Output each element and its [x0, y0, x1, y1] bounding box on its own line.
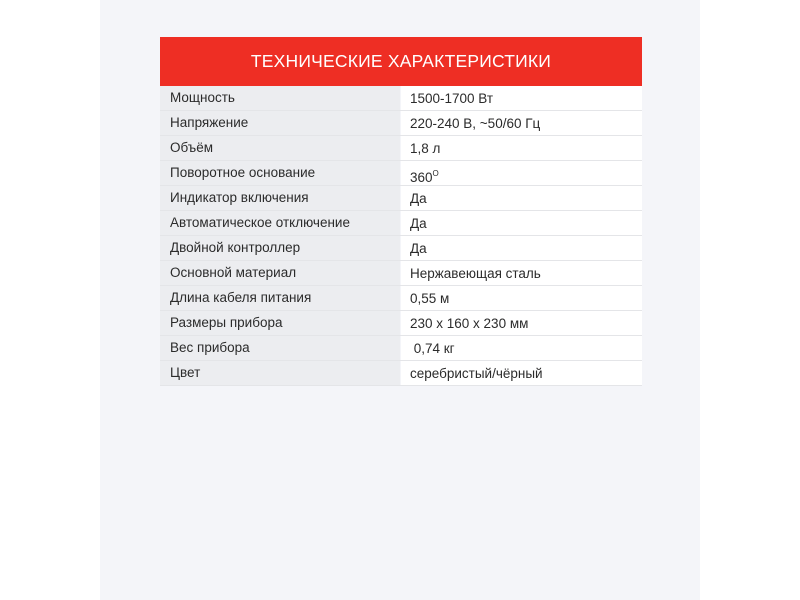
spec-row	[160, 211, 642, 236]
spec-table-title: ТЕХНИЧЕСКИЕ ХАРАКТЕРИСТИКИ	[160, 37, 642, 86]
spec-value: 1,8 л	[401, 136, 642, 160]
spec-row	[160, 286, 642, 311]
spec-label: Поворотное основание	[160, 161, 400, 185]
spec-row	[160, 236, 642, 261]
spec-value: Да	[401, 186, 642, 210]
spec-row	[160, 261, 642, 286]
spec-value: Нержавеющая сталь	[401, 261, 642, 285]
spec-label: Цвет	[160, 361, 400, 385]
spec-label: Мощность	[160, 86, 400, 110]
spec-label: Длина кабеля питания	[160, 286, 400, 310]
spec-value: Да	[401, 236, 642, 260]
spec-value-number: 360	[410, 170, 433, 185]
spec-row	[160, 86, 642, 111]
spec-label: Вес прибора	[160, 336, 400, 360]
spec-value: 230 х 160 х 230 мм	[401, 311, 642, 335]
spec-row	[160, 111, 642, 136]
spec-label: Автоматическое отключение	[160, 211, 400, 235]
spec-label: Объём	[160, 136, 400, 160]
spec-row	[160, 186, 642, 211]
spec-value: Да	[401, 211, 642, 235]
spec-row	[160, 161, 642, 186]
spec-label: Напряжение	[160, 111, 400, 135]
spec-value	[401, 161, 642, 185]
degree-superscript: О	[432, 169, 439, 178]
spec-value: 0,74 кг	[401, 336, 642, 360]
spec-value: 220-240 В, ~50/60 Гц	[401, 111, 642, 135]
spec-label: Основной материал	[160, 261, 400, 285]
spec-label: Размеры прибора	[160, 311, 400, 335]
spec-value: 1500-1700 Вт	[401, 86, 642, 110]
spec-value: 0,55 м	[401, 286, 642, 310]
spec-label: Двойной контроллер	[160, 236, 400, 260]
spec-row	[160, 336, 642, 361]
spec-value: серебристый/чёрный	[401, 361, 642, 385]
spec-row	[160, 361, 642, 386]
spec-table	[160, 37, 642, 386]
spec-row	[160, 136, 642, 161]
spec-label: Индикатор включения	[160, 186, 400, 210]
spec-row	[160, 311, 642, 336]
